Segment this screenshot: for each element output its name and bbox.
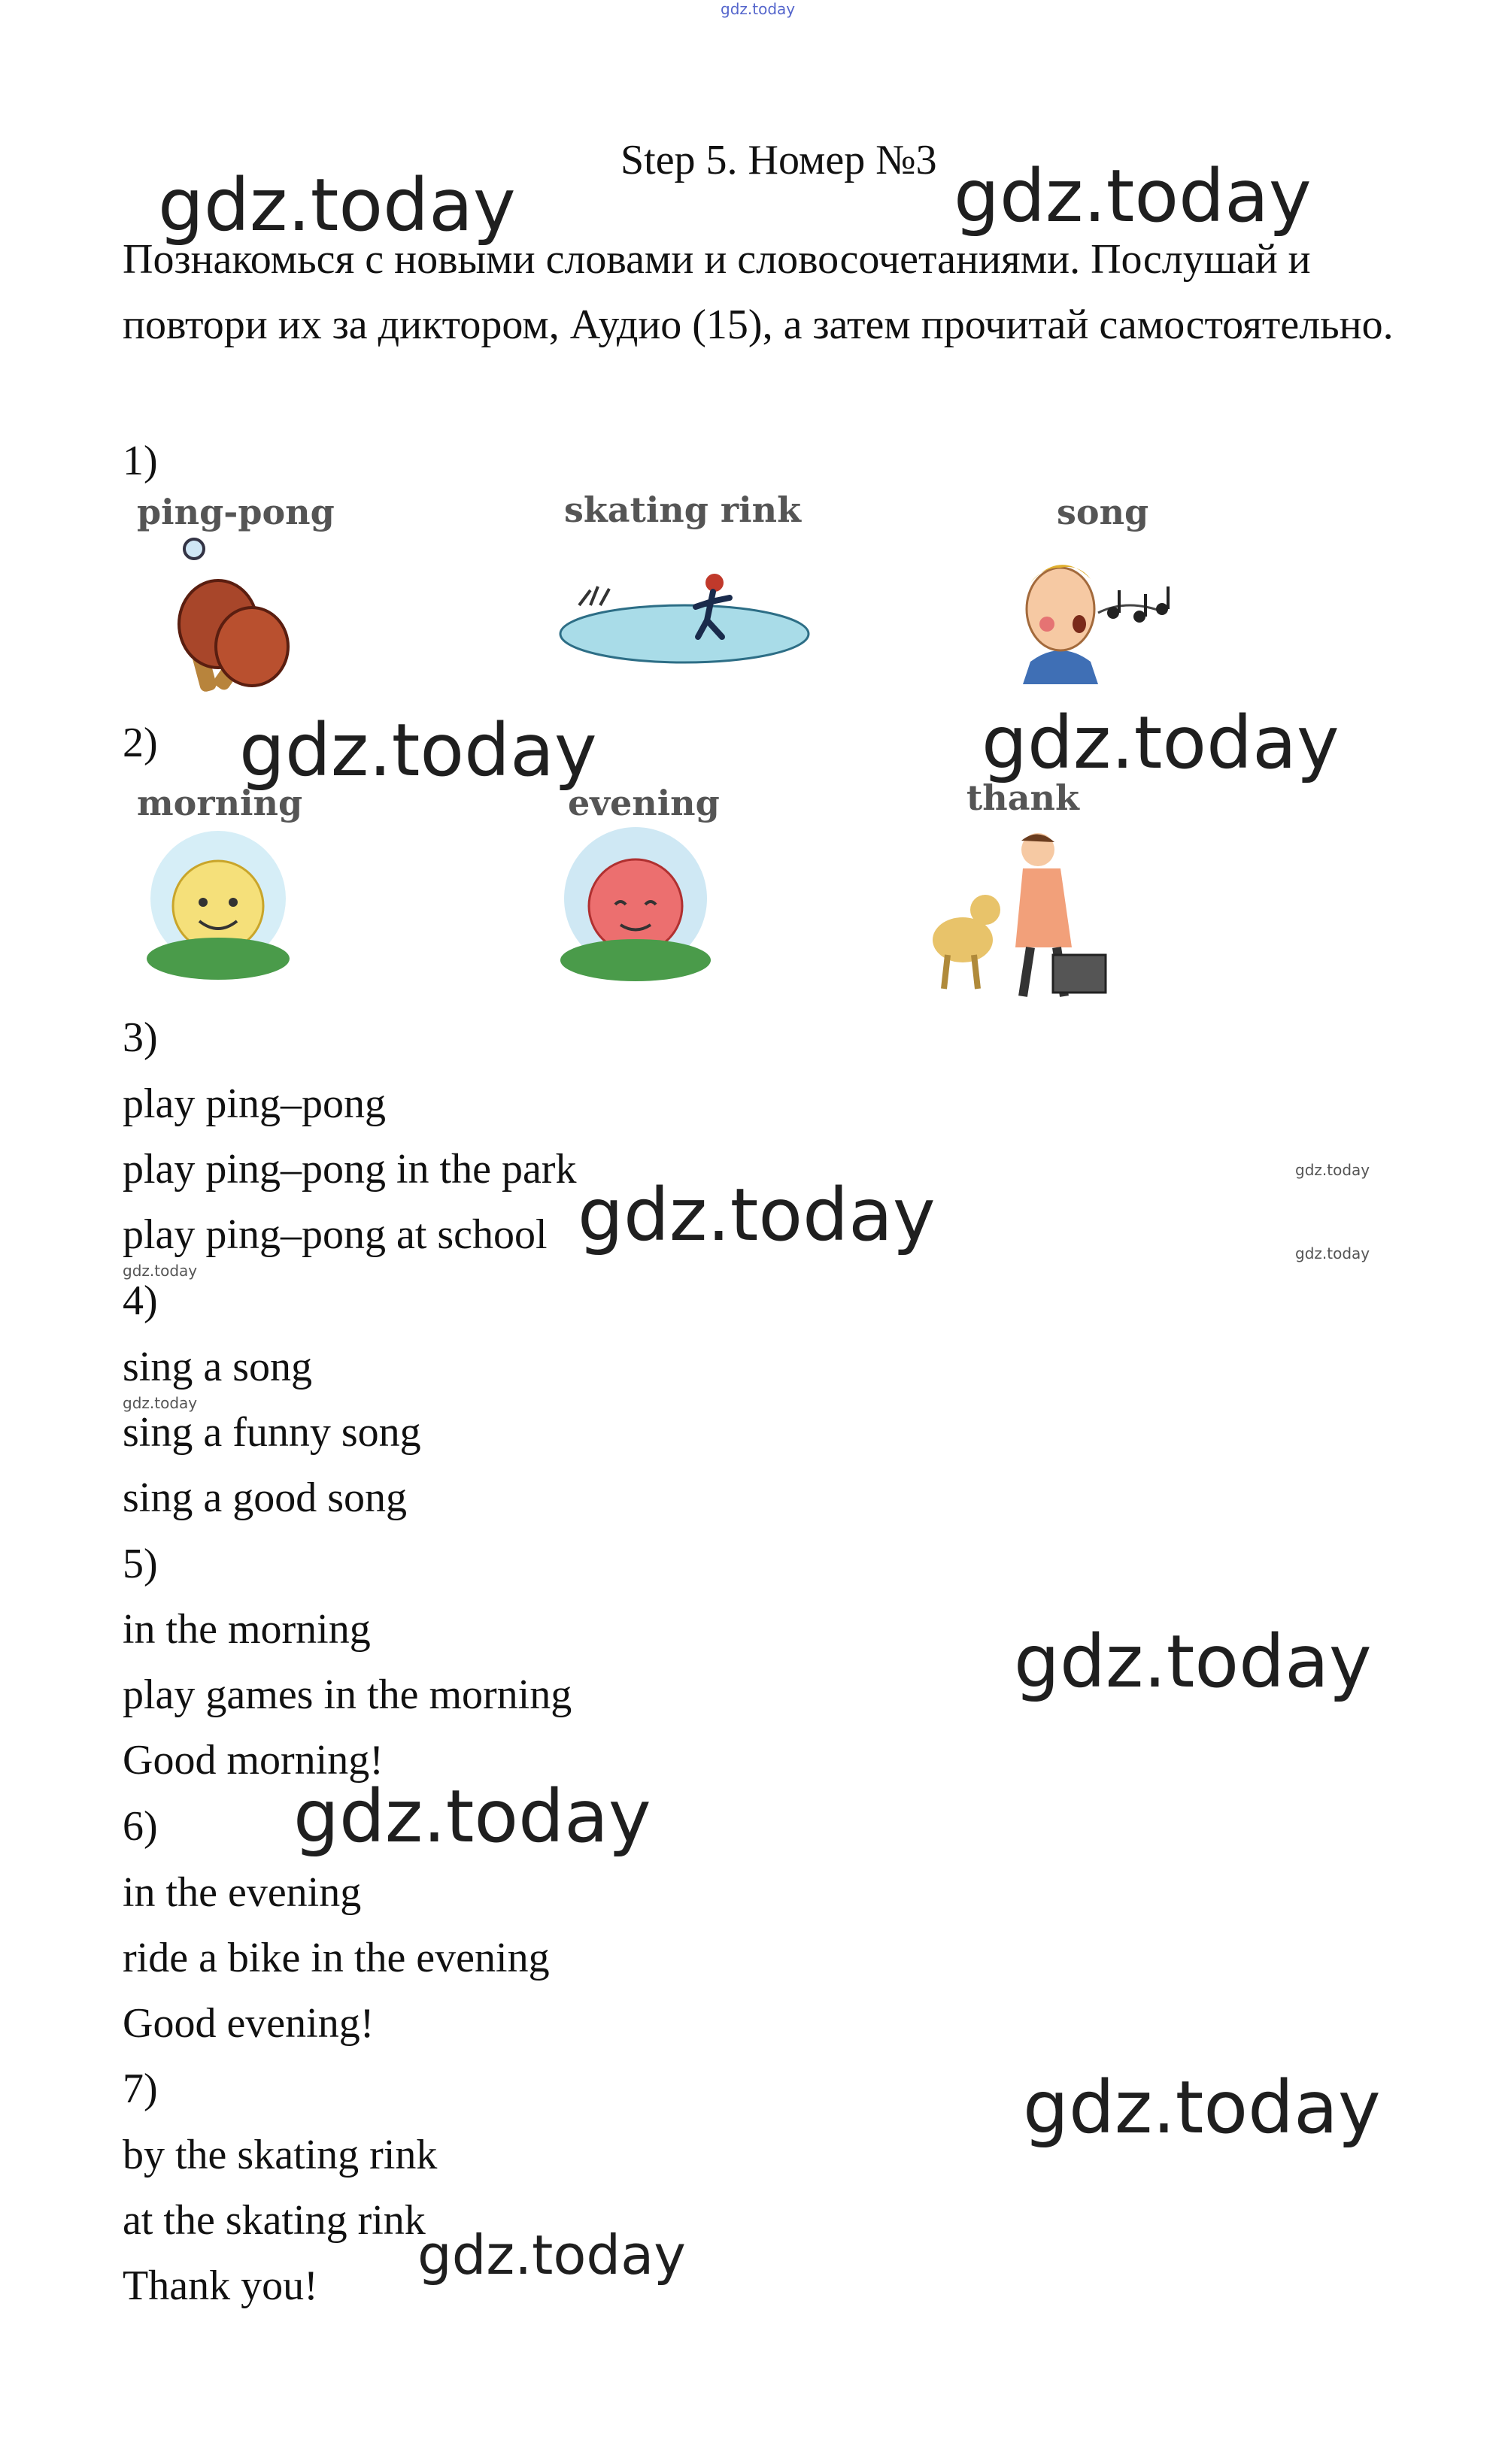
section-number: 5)	[123, 1541, 158, 1587]
watermark: gdz.today	[417, 2223, 686, 2287]
section-number: 1)	[123, 438, 158, 484]
watermark: gdz.today	[239, 708, 597, 793]
watermark: gdz.today	[982, 701, 1340, 785]
phrase-line: ride a bike in the evening	[123, 1935, 550, 1981]
watermark: gdz.today	[1023, 2065, 1381, 2150]
word-label: ping-pong	[137, 492, 335, 532]
phrase-line: sing a funny song	[123, 1409, 421, 1456]
word-label: song	[1057, 492, 1149, 532]
phrase-line: at the skating rink	[123, 2197, 426, 2244]
skating-rink-illustration	[557, 568, 812, 665]
word-label: morning	[137, 783, 303, 823]
watermark: gdz.today	[1014, 1620, 1372, 1704]
phrase-line: Thank you!	[123, 2262, 318, 2309]
watermark-small: gdz.today	[1295, 1244, 1370, 1262]
phrase-line: Good evening!	[123, 2000, 375, 2047]
phrase-line: in the morning	[123, 1606, 371, 1653]
ping-pong-illustration	[165, 526, 301, 699]
phrase-line: play ping–pong at school	[123, 1211, 548, 1258]
section-number: 4)	[123, 1277, 158, 1324]
song-illustration	[1015, 541, 1196, 684]
word-label: skating rink	[564, 489, 801, 530]
section-number: 6)	[123, 1803, 158, 1850]
word-label: thank	[966, 777, 1079, 818]
page-title: Step 5. Номер №3	[620, 137, 937, 183]
phrase-line: play ping–pong	[123, 1080, 386, 1127]
phrase-line: Good morning!	[123, 1737, 384, 1784]
phrase-line: sing a good song	[123, 1474, 407, 1521]
watermark-small: gdz.today	[123, 1262, 198, 1280]
phrase-line: in the evening	[123, 1869, 362, 1916]
section-number: 3)	[123, 1014, 158, 1061]
thank-illustration	[925, 827, 1121, 1000]
word-label: evening	[568, 783, 720, 823]
watermark: gdz.today	[578, 1173, 936, 1257]
watermark-top: gdz.today	[721, 0, 796, 18]
phrase-line: play games in the morning	[123, 1671, 572, 1718]
section-number: 2)	[123, 720, 158, 766]
morning-illustration	[135, 831, 301, 981]
watermark: gdz.today	[293, 1775, 651, 1859]
phrase-line: sing a song	[123, 1344, 312, 1390]
watermark: gdz.today	[158, 163, 516, 247]
instruction-text: Познакомься с новыми словами и словосочетаниями. Послушай и повтори их за диктором, Аудио (15), а затем прочитай самостоятельно.	[123, 236, 1394, 348]
watermark-small: gdz.today	[1295, 1161, 1370, 1179]
phrase-line: play ping–pong in the park	[123, 1146, 577, 1193]
watermark: gdz.today	[954, 154, 1312, 238]
phrase-line: by the skating rink	[123, 2132, 438, 2178]
evening-illustration	[549, 831, 722, 981]
section-number: 7)	[123, 2065, 158, 2112]
watermark-small: gdz.today	[123, 1394, 198, 1412]
